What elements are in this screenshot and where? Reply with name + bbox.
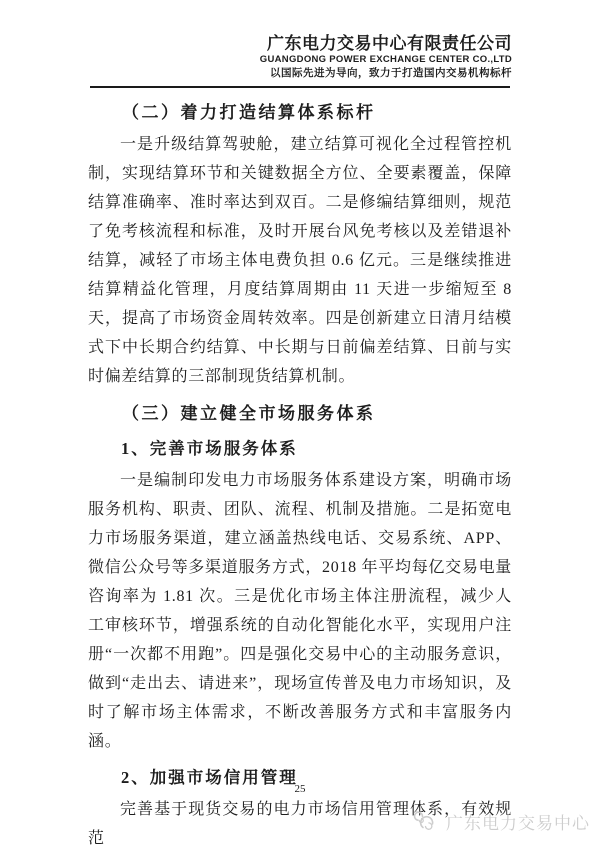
company-name-en: GUANGDONG POWER EXCHANGE CENTER CO.,LTD (259, 54, 512, 65)
page-number: 25 (294, 783, 306, 795)
paragraph-settlement: 一是升级结算驾驶舱，建立结算可视化全过程管控机制，实现结算环节和关键数据全方位、全要素覆盖，保障结算准确率、准时率达到双百。二是修编结算细则，规范了免考核流程和标准，及时开展台风免考核以及差错退补结算，减轻了市场主体电费负担 0.6 亿元。三是继续推进结算精益化管理，月度结算周期由 11 天进一步缩短至 8 天，提高了市场资金周转效率。四是创新建立日清月结模式下中长期合约结算、中长期与日前偏差结算、日前与实时偏差结算的三部制现货结算机制。 (88, 136, 512, 385)
double-swirl-logo-icon (413, 811, 441, 833)
paragraph-service-system: 一是编制印发电力市场服务体系建设方案，明确市场服务机构、职责、团队、流程、机制及措施。二是拓宽电力市场服务渠道，建立涵盖热线电话、交易系统、APP、微信公众号等多渠道服务方式，2018 年平均每亿交易电量咨询率为 1.81 次。三是优化市场主体注册流程，减少人工审核环节，增强系统的自动化智能化水平，实现用户注册“一次都不用跑”。四是强化交易中心的主动服务意识，做到“走出去、请进来”，现场宣传普及电力市场知识，及时了解市场主体需求，不断改善服务方式和丰富服务内涵。 (88, 472, 512, 750)
paragraph-credit-management: 完善基于现货交易的电力市场信用管理体系，有效规范 (88, 801, 512, 847)
subsection-heading-service-system: 1、完善市场服务体系 (121, 439, 298, 458)
company-name-cn: 广东电力交易中心有限责任公司 (267, 34, 512, 53)
watermark (413, 809, 590, 834)
watermark-text: 广东电力交易中心 (446, 814, 590, 833)
document-body (88, 90, 512, 848)
company-tagline: 以国际先进为导向，致力于打造国内交易机构标杆 (270, 67, 512, 79)
letterhead-divider (90, 86, 510, 88)
section-heading-settlement: （二）着力打造结算体系标杆 (122, 103, 376, 122)
section-heading-market-service: （三）建立健全市场服务体系 (122, 404, 376, 423)
letterhead (260, 34, 512, 80)
subsection-heading-credit-management: 2、加强市场信用管理 (121, 768, 298, 787)
